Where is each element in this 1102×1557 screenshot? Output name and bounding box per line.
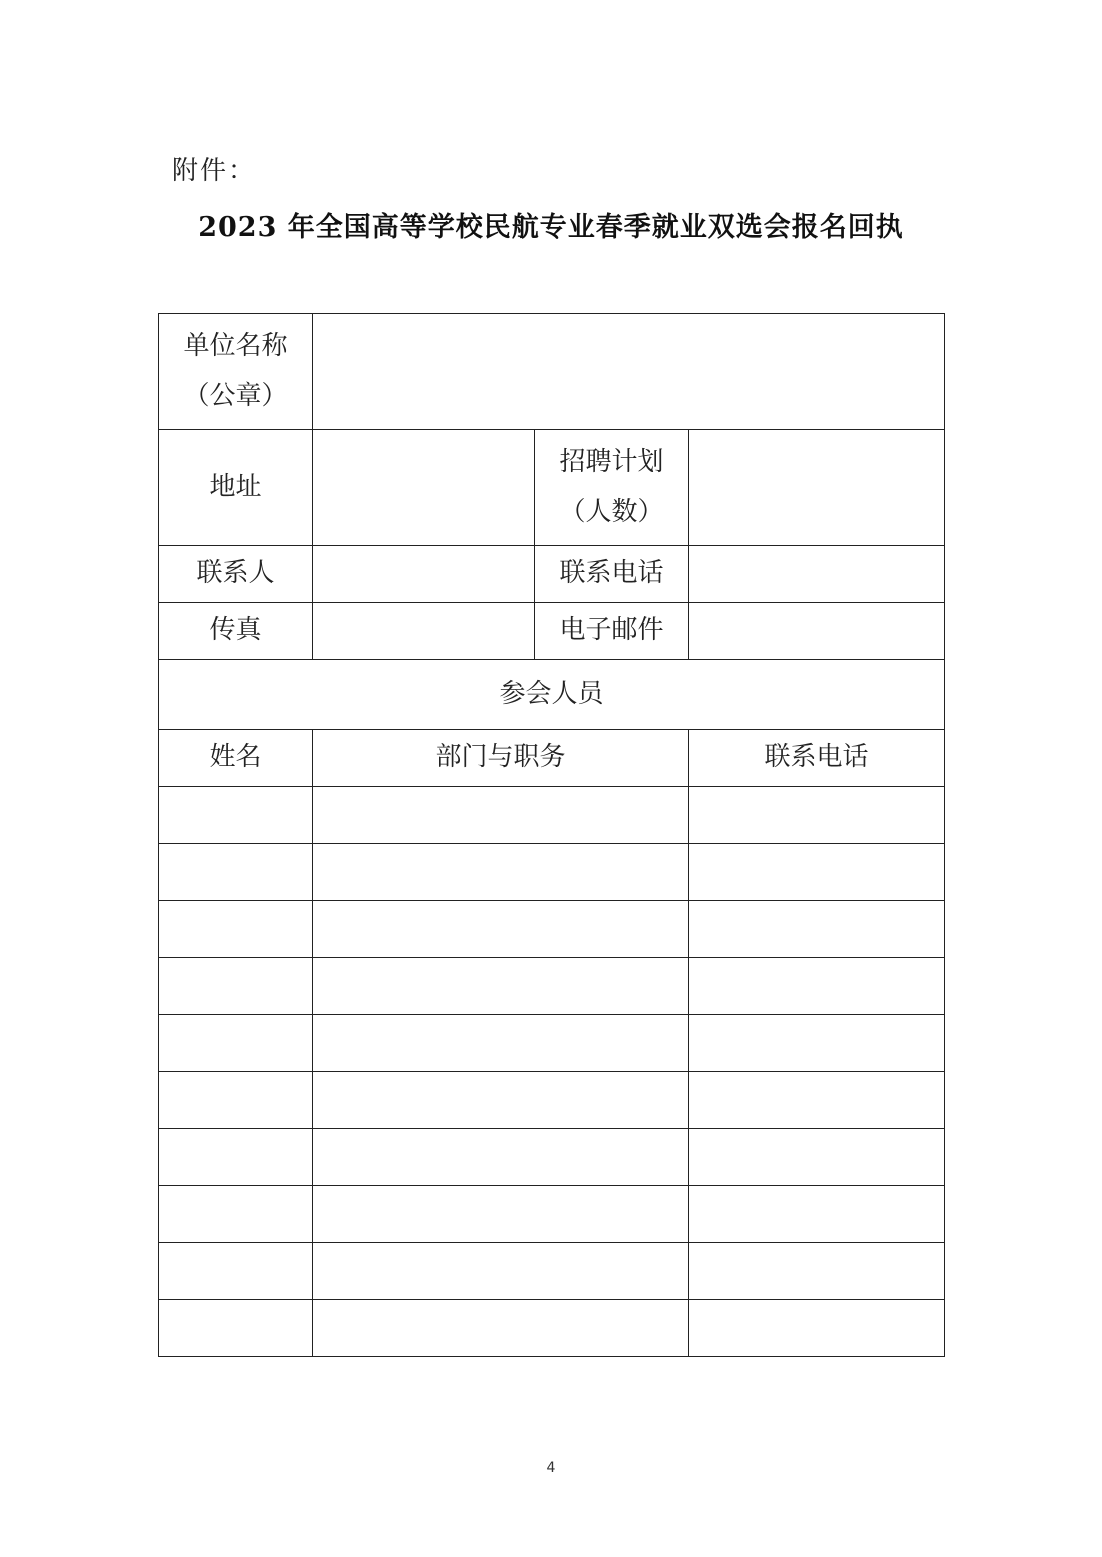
attendee-row <box>159 1072 945 1129</box>
hiring-count-label: （人数） <box>559 496 664 527</box>
attendee-department-field[interactable] <box>313 844 689 901</box>
attendee-phone-field[interactable] <box>689 1300 945 1357</box>
attendee-phone-field[interactable] <box>689 1015 945 1072</box>
attendee-name-field[interactable] <box>159 1186 313 1243</box>
address-label: 地址 <box>159 430 313 546</box>
attendee-department-field[interactable] <box>313 787 689 844</box>
attendee-phone-field[interactable] <box>689 1072 945 1129</box>
fax-label: 传真 <box>159 603 313 660</box>
attendee-department-field[interactable] <box>313 1072 689 1129</box>
attendee-phone-field[interactable] <box>689 1129 945 1186</box>
attendee-department-field[interactable] <box>313 1129 689 1186</box>
email-label: 电子邮件 <box>535 603 689 660</box>
address-row <box>159 430 945 546</box>
attendee-name-field[interactable] <box>159 1072 313 1129</box>
hiring-plan-field[interactable] <box>689 430 945 546</box>
attendee-row <box>159 844 945 901</box>
attendee-department-field[interactable] <box>313 1186 689 1243</box>
attachment-label: 附件： <box>172 156 257 186</box>
org-seal-label: （公章） <box>183 380 288 411</box>
attendee-department-header: 部门与职务 <box>313 730 689 787</box>
attendee-row <box>159 787 945 844</box>
address-field[interactable] <box>313 430 535 546</box>
attendee-name-field[interactable] <box>159 1129 313 1186</box>
attendee-department-field[interactable] <box>313 958 689 1015</box>
document-title: 2023 年全国高等学校民航专业春季就业双选会报名回执 <box>198 212 904 243</box>
attendees-header-row <box>159 730 945 787</box>
attendee-name-field[interactable] <box>159 787 313 844</box>
contact-person-label: 联系人 <box>159 546 313 603</box>
attendee-phone-field[interactable] <box>689 844 945 901</box>
attendees-section-row <box>159 660 945 730</box>
attendee-name-field[interactable] <box>159 844 313 901</box>
attendee-name-field[interactable] <box>159 958 313 1015</box>
attendee-phone-field[interactable] <box>689 1243 945 1300</box>
attendee-department-field[interactable] <box>313 901 689 958</box>
attendee-phone-field[interactable] <box>689 1186 945 1243</box>
org-name-label-cell <box>159 314 313 430</box>
attendee-phone-field[interactable] <box>689 787 945 844</box>
attendee-name-field[interactable] <box>159 1300 313 1357</box>
attendee-department-field[interactable] <box>313 1300 689 1357</box>
attendee-row <box>159 901 945 958</box>
attendee-phone-field[interactable] <box>689 901 945 958</box>
fax-email-row <box>159 603 945 660</box>
attendee-phone-header: 联系电话 <box>689 730 945 787</box>
attendee-row <box>159 1243 945 1300</box>
attendee-phone-field[interactable] <box>689 958 945 1015</box>
hiring-plan-label-cell <box>535 430 689 546</box>
org-name-label: 单位名称 <box>183 331 288 362</box>
attendee-row <box>159 1129 945 1186</box>
hiring-plan-label: 招聘计划 <box>559 447 664 478</box>
org-name-field[interactable] <box>313 314 945 430</box>
contact-phone-field[interactable] <box>689 546 945 603</box>
attendee-row <box>159 958 945 1015</box>
registration-form-table <box>158 313 945 1357</box>
contact-row <box>159 546 945 603</box>
contact-person-field[interactable] <box>313 546 535 603</box>
org-name-row <box>159 314 945 430</box>
attendee-name-field[interactable] <box>159 1015 313 1072</box>
attendee-department-field[interactable] <box>313 1015 689 1072</box>
attendee-name-field[interactable] <box>159 901 313 958</box>
attendees-section-label: 参会人员 <box>159 660 945 730</box>
attendee-row <box>159 1015 945 1072</box>
contact-phone-label: 联系电话 <box>535 546 689 603</box>
email-field[interactable] <box>689 603 945 660</box>
attendee-name-field[interactable] <box>159 1243 313 1300</box>
attendee-name-header: 姓名 <box>159 730 313 787</box>
attendee-department-field[interactable] <box>313 1243 689 1300</box>
attendee-row <box>159 1300 945 1357</box>
fax-field[interactable] <box>313 603 535 660</box>
attendee-row <box>159 1186 945 1243</box>
page-number: 4 <box>546 1460 556 1476</box>
